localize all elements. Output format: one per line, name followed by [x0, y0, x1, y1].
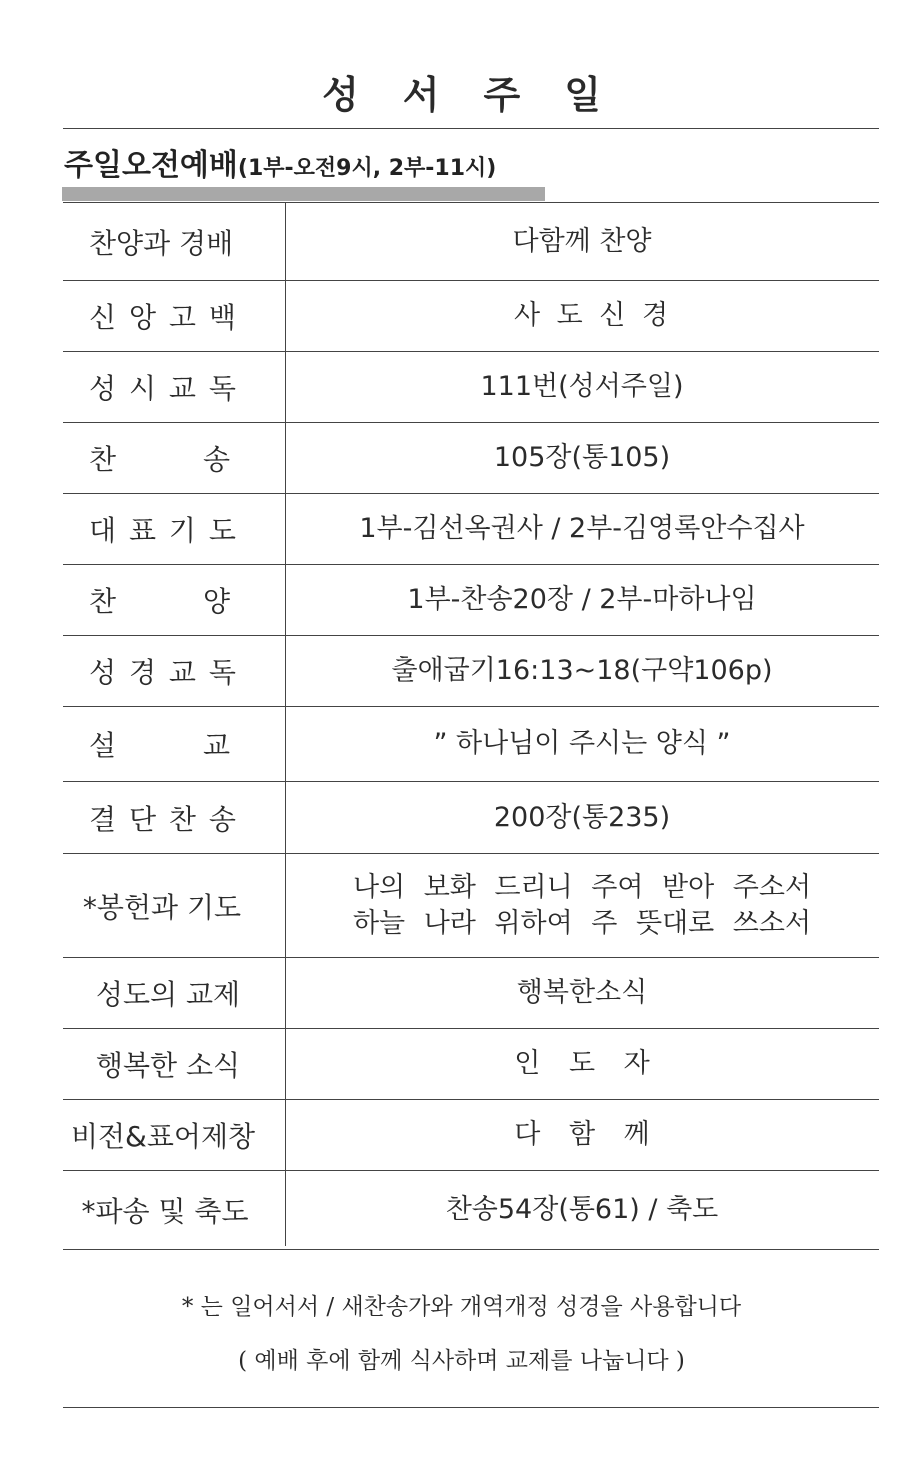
order-item-label: 찬양과 경배 — [89, 226, 234, 260]
order-item-cell — [63, 367, 285, 407]
order-of-worship-table — [63, 203, 879, 1250]
order-item-label: 대 표 기 도 — [89, 514, 238, 547]
order-item-label: 신 앙 고 백 — [89, 301, 238, 334]
order-detail: 찬송54장(통61) / 축도 — [445, 1194, 719, 1225]
service-name: 주일오전예배 — [64, 148, 238, 183]
order-item-cell — [63, 651, 285, 691]
order-item-label: 결 단 찬 송 — [89, 802, 238, 836]
order-item-label: 성 시 교 독 — [89, 372, 238, 405]
order-detail: 다함께 찬양 — [512, 225, 652, 257]
order-item-label: 행복한 소식 — [95, 1049, 241, 1082]
top-divider — [63, 128, 879, 129]
order-item-label: 비전&표어제창 — [70, 1120, 256, 1153]
order-item-cell — [63, 724, 285, 764]
service-heading — [64, 140, 496, 184]
order-item-label: *파송 및 축도 — [81, 1195, 249, 1228]
order-detail: 111번(성서주일) — [480, 371, 684, 402]
order-item-label: 성 경 교 독 — [89, 656, 238, 689]
table-row — [63, 1029, 879, 1100]
table-row — [63, 494, 879, 565]
order-item-cell — [63, 580, 285, 620]
service-times: (1부-오전9시, 2부-11시) — [237, 156, 497, 181]
order-item-cell — [63, 798, 285, 838]
table-row — [63, 636, 879, 707]
order-item-cell — [63, 222, 285, 262]
order-item-cell — [63, 438, 285, 478]
table-row — [63, 352, 879, 423]
order-item-label: 찬 송 — [89, 443, 230, 476]
order-detail: 나의 보화 드리니 주여 받아 주소서 하늘 나라 위하여 주 뜻대로 쓰소서 — [352, 871, 812, 939]
order-item-label: 설 교 — [89, 729, 230, 762]
note-fellowship-meal: ( 예배 후에 함께 식사하며 교제를 나눕니다 ) — [238, 1348, 685, 1374]
order-item-cell — [63, 1190, 285, 1230]
order-detail: 사 도 신 경 — [513, 300, 673, 331]
order-item-cell — [63, 973, 285, 1013]
table-row — [63, 782, 879, 854]
table-row — [63, 958, 879, 1029]
order-detail: 1부-김선옥권사 / 2부-김영록안수집사 — [359, 513, 805, 544]
order-item-cell — [63, 509, 285, 549]
order-detail: 200장(통235) — [493, 801, 671, 833]
order-detail: 1부-찬송20장 / 2부-마하나임 — [407, 584, 757, 615]
heading-underline-shade — [62, 187, 545, 201]
order-detail: 105장(통105) — [493, 442, 671, 473]
note-standing: * 는 일어서서 / 새찬송가와 개역개정 성경을 사용합니다 — [181, 1294, 742, 1320]
order-item-cell — [63, 1115, 285, 1155]
order-detail: 다 함 께 — [514, 1119, 650, 1150]
table-row — [63, 565, 879, 636]
table-row — [63, 281, 879, 352]
order-detail: 출애굽기16:13~18(구약106p) — [391, 655, 773, 686]
order-detail: 인 도 자 — [514, 1048, 650, 1079]
order-item-cell — [63, 1044, 285, 1084]
table-row — [63, 1171, 879, 1250]
order-item-label: *봉헌과 기도 — [82, 890, 242, 924]
order-item-cell — [63, 886, 285, 926]
order-detail: ” 하나님이 주시는 양식 ” — [433, 728, 731, 759]
table-row — [63, 707, 879, 782]
bottom-divider — [63, 1407, 879, 1408]
order-item-label: 성도의 교제 — [95, 978, 241, 1011]
order-detail: 행복한소식 — [516, 977, 648, 1008]
table-row — [63, 203, 879, 281]
table-row — [63, 1100, 879, 1171]
order-item-label: 찬 양 — [89, 585, 230, 618]
table-row — [63, 423, 879, 494]
table-row — [63, 854, 879, 958]
order-item-cell — [63, 296, 285, 336]
page-title: 성서주일 — [322, 72, 645, 117]
